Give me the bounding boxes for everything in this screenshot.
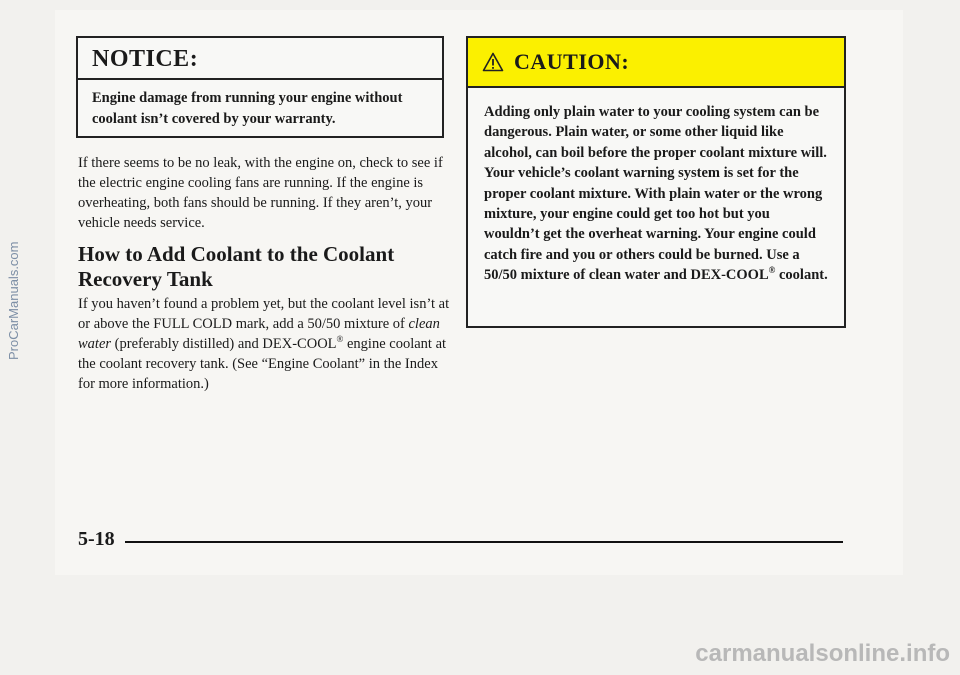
side-watermark: ProCarManuals.com: [6, 241, 21, 360]
add-coolant-text-c: engine coolant at the coolant recovery tank. (See “Engine Coolant” in the Index for more information.): [78, 336, 447, 392]
add-coolant-paragraph: [78, 294, 450, 394]
caution-text-main: Adding only plain water to your cooling system can be dangerous. Plain water, or some other liquid like alcohol, can boil before the proper coolant mixture will. Your vehicle’s coolant warning system is set for the proper coolant mixture. With plain water or the wrong mixture, your engine could get too hot but you wouldn’t get the overheat warning. Your engine could catch fire and you or others could be burned. Use a 50/50 mixture of clean water and DEX-COOL: [484, 104, 827, 284]
warning-triangle-icon: [482, 52, 504, 72]
add-coolant-emphasis: clean water: [78, 316, 440, 352]
caution-text-end: coolant.: [775, 267, 828, 284]
footer-rule: [125, 541, 843, 543]
bottom-watermark: carmanualsonline.info: [695, 640, 950, 667]
registered-mark: ®: [336, 334, 344, 345]
caution-box: [466, 36, 846, 328]
caution-title: CAUTION:: [514, 49, 630, 74]
page-number: 5-18: [78, 528, 115, 550]
caution-header: [468, 38, 844, 88]
section-heading: How to Add Coolant to the Coolant Recovery Tank: [78, 242, 395, 291]
fan-check-paragraph: If there seems to be no leak, with the engine on, check to see if the electric engine cooling fans are running. If the engine is overheating, both fans should be running. If they aren’t, your vehicle needs service.: [78, 155, 443, 231]
caution-registered-mark: ®: [768, 265, 776, 276]
add-coolant-text-a: If you haven’t found a problem yet, but the coolant level isn’t at or above the FULL COLD mark, add a 50/50 mixture of: [78, 296, 450, 332]
notice-title: NOTICE:: [78, 38, 442, 80]
add-coolant-text-b: (preferably distilled) and DEX-COOL: [111, 336, 337, 352]
notice-text: Engine damage from running your engine without coolant isn’t covered by your warranty.: [92, 90, 403, 127]
caution-text: [468, 88, 844, 286]
notice-box: [76, 36, 444, 138]
